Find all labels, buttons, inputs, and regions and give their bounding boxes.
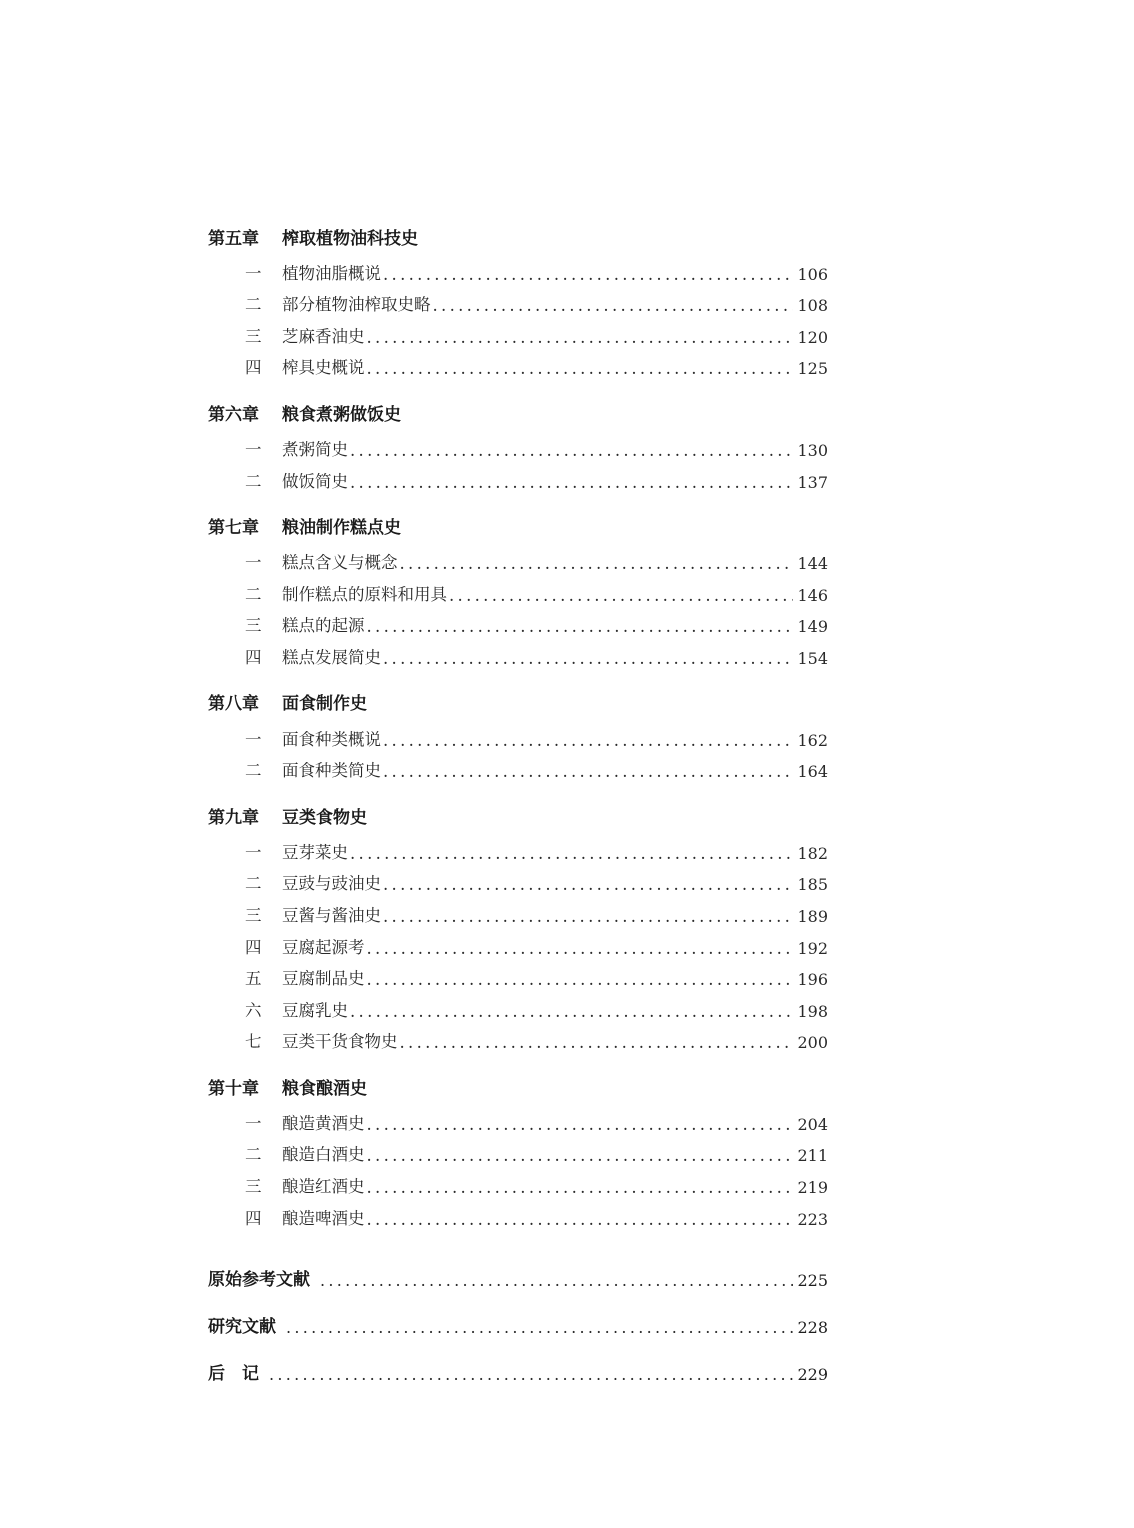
toc-entry[interactable]	[208, 750, 828, 782]
entry-page-number: 196	[797, 970, 828, 990]
chapter-number: 第九章	[208, 807, 259, 828]
entry-title: 面食种类概说	[282, 729, 381, 749]
toc-entry[interactable]	[208, 894, 828, 926]
back-matter-title: 后 记	[208, 1364, 259, 1384]
entry-page-number: 162	[797, 730, 828, 750]
entry-title: 豆酱与酱油史	[282, 905, 381, 925]
entry-page-number: 211	[797, 1146, 828, 1166]
toc-entry[interactable]	[208, 428, 828, 460]
chapter-number: 第五章	[208, 228, 259, 249]
entry-title: 做饭简史	[282, 471, 348, 491]
dot-leader	[383, 762, 793, 781]
entry-index: 二	[245, 584, 262, 604]
toc-entry[interactable]	[208, 252, 828, 284]
dot-leader	[350, 473, 793, 492]
entry-index: 三	[245, 905, 262, 925]
chapter-title: 豆类食物史	[282, 807, 367, 828]
dot-leader	[269, 1365, 793, 1384]
toc-entry[interactable]	[208, 863, 828, 895]
entry-page-number: 154	[797, 648, 828, 668]
toc-entry[interactable]	[208, 636, 828, 668]
entry-index: 一	[245, 263, 262, 283]
dot-leader	[367, 1146, 794, 1165]
dot-leader	[367, 617, 794, 636]
dot-leader	[367, 1178, 794, 1197]
entry-title: 榨具史概说	[282, 358, 365, 378]
chapter-section	[208, 220, 828, 378]
entry-page-number: 223	[797, 1209, 828, 1229]
entry-index: 一	[245, 553, 262, 573]
chapter-title: 粮食煮粥做饭史	[282, 404, 401, 425]
entry-index: 四	[245, 358, 262, 378]
toc-entry[interactable]	[208, 315, 828, 347]
dot-leader	[383, 649, 793, 668]
dot-leader	[367, 939, 794, 958]
entry-page-number: 204	[797, 1114, 828, 1134]
entry-page-number: 144	[797, 554, 828, 574]
entry-title: 豆豉与豉油史	[282, 874, 381, 894]
entry-title: 酿造白酒史	[282, 1145, 365, 1165]
entry-index: 一	[245, 729, 262, 749]
table-of-contents	[208, 220, 828, 1247]
chapter-title: 面食制作史	[282, 694, 367, 715]
chapter-number: 第七章	[208, 518, 259, 539]
chapter-heading	[208, 686, 828, 718]
entry-index: 四	[245, 1208, 262, 1228]
toc-entry[interactable]	[208, 831, 828, 863]
dot-leader	[449, 586, 793, 605]
toc-entry[interactable]	[208, 1134, 828, 1166]
entry-index: 六	[245, 1000, 262, 1020]
toc-entry[interactable]	[208, 1102, 828, 1134]
entry-page-number: 185	[797, 875, 828, 895]
entry-page-number: 137	[797, 472, 828, 492]
chapter-heading	[208, 510, 828, 542]
entry-index: 四	[245, 647, 262, 667]
entry-index: 二	[245, 761, 262, 781]
entry-index: 二	[245, 471, 262, 491]
back-matter-page-number: 228	[797, 1318, 828, 1337]
entry-page-number: 120	[797, 327, 828, 347]
chapter-number: 第八章	[208, 694, 259, 715]
entry-index: 一	[245, 842, 262, 862]
entry-page-number: 182	[797, 843, 828, 863]
chapter-title: 粮食酿酒史	[282, 1078, 367, 1099]
entry-title: 煮粥简史	[282, 439, 348, 459]
entry-title: 芝麻香油史	[282, 326, 365, 346]
toc-entry[interactable]	[208, 718, 828, 750]
dot-leader	[400, 1033, 794, 1052]
dot-leader	[383, 265, 793, 284]
toc-entry[interactable]	[208, 1165, 828, 1197]
entry-title: 豆腐制品史	[282, 969, 365, 989]
back-matter-title: 原始参考文献	[208, 1270, 310, 1290]
back-matter-entry[interactable]	[208, 1305, 828, 1337]
chapter-section	[208, 686, 828, 781]
dot-leader	[350, 1002, 793, 1021]
toc-entry[interactable]	[208, 542, 828, 574]
toc-entry[interactable]	[208, 926, 828, 958]
dot-leader	[367, 1115, 794, 1134]
dot-leader	[350, 441, 793, 460]
toc-entry[interactable]	[208, 605, 828, 637]
dot-leader	[367, 359, 794, 378]
dot-leader	[286, 1318, 793, 1337]
entry-title: 酿造红酒史	[282, 1177, 365, 1197]
chapter-section	[208, 1070, 828, 1228]
dot-leader	[383, 907, 793, 926]
entry-title: 部分植物油榨取史略	[282, 295, 431, 315]
dot-leader	[320, 1271, 793, 1290]
entry-index: 一	[245, 1113, 262, 1133]
chapter-heading	[208, 220, 828, 252]
toc-entry[interactable]	[208, 958, 828, 990]
entry-page-number: 192	[797, 938, 828, 958]
toc-entry[interactable]	[208, 989, 828, 1021]
dot-leader	[367, 1210, 794, 1229]
entry-title: 豆类干货食物史	[282, 1032, 398, 1052]
entry-page-number: 219	[797, 1178, 828, 1198]
entry-title: 豆芽菜史	[282, 842, 348, 862]
dot-leader	[383, 875, 793, 894]
entry-title: 糕点的起源	[282, 616, 365, 636]
entry-title: 糕点发展简史	[282, 647, 381, 667]
back-matter-page-number: 229	[797, 1365, 828, 1384]
entry-index: 四	[245, 937, 262, 957]
entry-title: 植物油脂概说	[282, 263, 381, 283]
entry-page-number: 130	[797, 440, 828, 460]
entry-title: 制作糕点的原料和用具	[282, 584, 447, 604]
toc-entry[interactable]	[208, 1197, 828, 1229]
chapter-section	[208, 510, 828, 668]
entry-title: 豆腐起源考	[282, 937, 365, 957]
chapter-number: 第十章	[208, 1078, 259, 1099]
chapter-number: 第六章	[208, 404, 259, 425]
entry-index: 三	[245, 326, 262, 346]
entry-page-number: 149	[797, 617, 828, 637]
toc-entry[interactable]	[208, 1021, 828, 1053]
entry-page-number: 164	[797, 762, 828, 782]
entry-page-number: 189	[797, 906, 828, 926]
entry-page-number: 108	[797, 296, 828, 316]
toc-entry[interactable]	[208, 347, 828, 379]
dot-leader	[367, 970, 794, 989]
entry-index: 三	[245, 1177, 262, 1197]
entry-index: 三	[245, 616, 262, 636]
entry-title: 酿造啤酒史	[282, 1208, 365, 1228]
back-matter-title: 研究文献	[208, 1317, 276, 1337]
back-matter-entry[interactable]	[208, 1258, 828, 1290]
chapter-section	[208, 799, 828, 1052]
dot-leader	[400, 554, 794, 573]
chapter-section	[208, 396, 828, 491]
chapter-heading	[208, 1070, 828, 1102]
entry-index: 一	[245, 439, 262, 459]
toc-entry[interactable]	[208, 284, 828, 316]
entry-index: 二	[245, 874, 262, 894]
entry-index: 五	[245, 969, 262, 989]
entry-page-number: 198	[797, 1001, 828, 1021]
dot-leader	[350, 844, 793, 863]
entry-title: 豆腐乳史	[282, 1000, 348, 1020]
entry-index: 七	[245, 1032, 262, 1052]
entry-page-number: 200	[797, 1033, 828, 1053]
dot-leader	[433, 296, 794, 315]
chapter-heading	[208, 799, 828, 831]
chapter-title: 榨取植物油科技史	[282, 228, 418, 249]
entry-page-number: 146	[797, 585, 828, 605]
entry-index: 二	[245, 1145, 262, 1165]
back-matter-page-number: 225	[797, 1271, 828, 1290]
entry-page-number: 106	[797, 264, 828, 284]
entry-title: 面食种类简史	[282, 761, 381, 781]
entry-title: 酿造黄酒史	[282, 1113, 365, 1133]
entry-title: 糕点含义与概念	[282, 553, 398, 573]
chapter-heading	[208, 396, 828, 428]
toc-entry[interactable]	[208, 573, 828, 605]
entry-page-number: 125	[797, 359, 828, 379]
chapter-title: 粮油制作糕点史	[282, 518, 401, 539]
dot-leader	[367, 328, 794, 347]
entry-index: 二	[245, 295, 262, 315]
back-matter-entry[interactable]	[208, 1352, 828, 1384]
dot-leader	[383, 731, 793, 750]
toc-entry[interactable]	[208, 460, 828, 492]
